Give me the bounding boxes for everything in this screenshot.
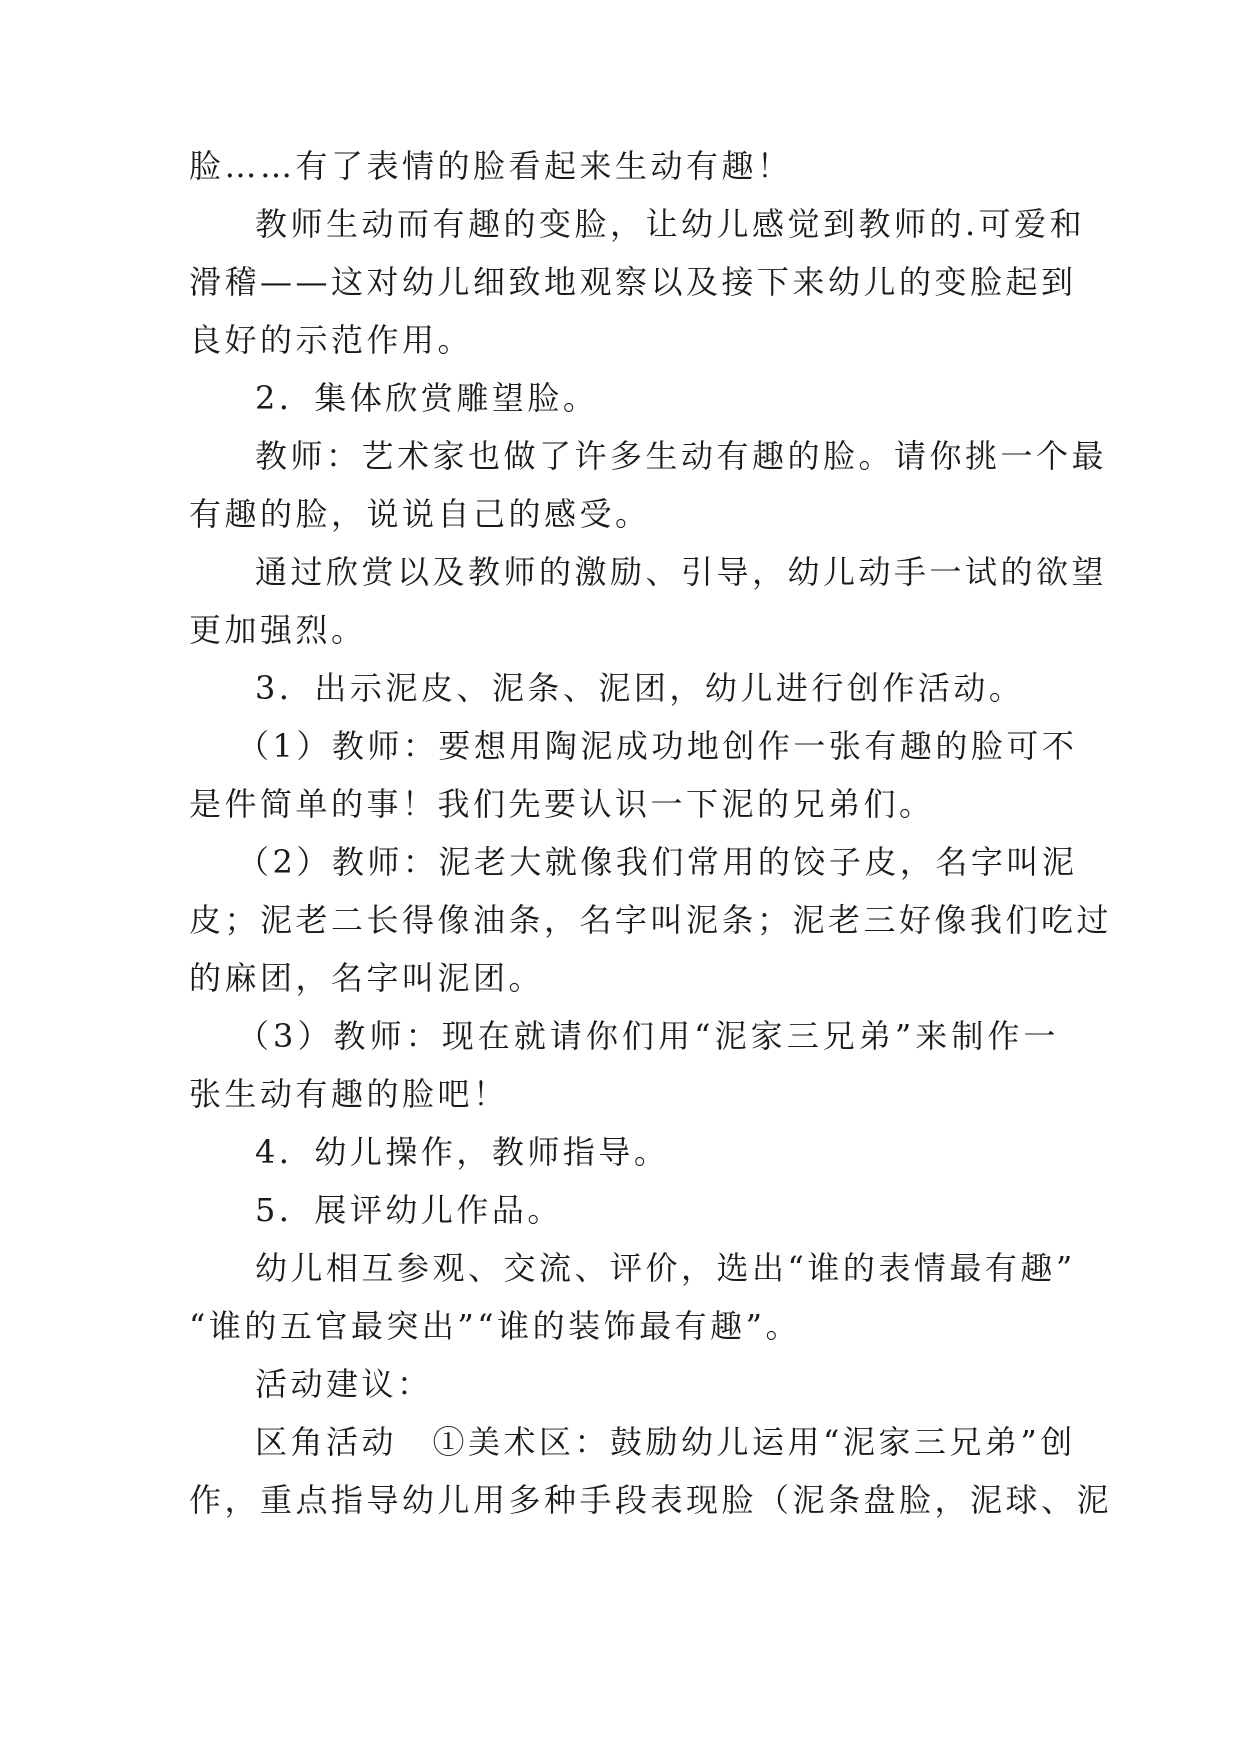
text-line: 幼儿相互参观、交流、评价，选出“谁的表情最有趣” [255, 1249, 1076, 1287]
text-line: 作，重点指导幼儿用多种手段表现脸（泥条盘脸，泥球、泥 [189, 1481, 1113, 1519]
text-line: 教师生动而有趣的变脸，让幼儿感觉到教师的.可爱和 [255, 205, 1086, 243]
text-line: （3）教师：现在就请你们用“泥家三兄弟”来制作一 [237, 1017, 1059, 1055]
text-line: 脸……有了表情的脸看起来生动有趣！ [189, 147, 793, 185]
text-line: （1）教师：要想用陶泥成功地创作一张有趣的脸可不 [237, 727, 1078, 765]
text-line: 是件简单的事！我们先要认识一下泥的兄弟们。 [189, 785, 935, 823]
text-line: 通过欣赏以及教师的激励、引导，幼儿动手一试的欲望 [255, 553, 1108, 591]
text-line: 张生动有趣的脸吧！ [189, 1075, 509, 1113]
text-line: 3．出示泥皮、泥条、泥团，幼儿进行创作活动。 [255, 669, 1025, 707]
text-line: （2）教师：泥老大就像我们常用的饺子皮，名字叫泥 [237, 843, 1078, 881]
text-line: 活动建议： [255, 1365, 433, 1403]
text-line: 5．展评幼儿作品。 [255, 1191, 563, 1229]
text-line: 区角活动 ①美术区：鼓励幼儿运用“泥家三兄弟”创 [255, 1423, 1076, 1461]
text-line: 滑稽——这对幼儿细致地观察以及接下来幼儿的变脸起到 [189, 263, 1077, 301]
text-line: 皮；泥老二长得像油条，名字叫泥条；泥老三好像我们吃过 [189, 901, 1113, 939]
text-line: 教师：艺术家也做了许多生动有趣的脸。请你挑一个最 [255, 437, 1108, 475]
text-line: 更加强烈。 [189, 611, 367, 649]
text-line: 良好的示范作用。 [189, 321, 474, 359]
text-line: 2．集体欣赏雕望脸。 [255, 379, 599, 417]
text-line: 4．幼儿操作，教师指导。 [255, 1133, 670, 1171]
text-line: 的麻团，名字叫泥团。 [189, 959, 545, 997]
text-line: “谁的五官最突出”“谁的装饰最有趣”。 [189, 1307, 801, 1345]
text-line: 有趣的脸，说说自己的感受。 [189, 495, 651, 533]
